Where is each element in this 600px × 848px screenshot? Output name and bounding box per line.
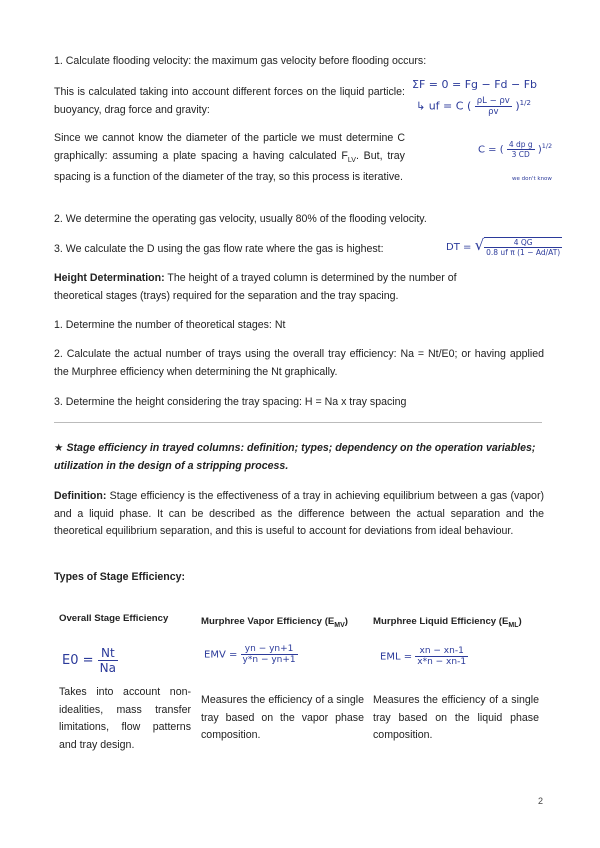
handwritten-column-diameter	[446, 236, 562, 257]
height-step-1: 1. Determine the number of theoretical stages: Nt	[54, 319, 286, 331]
uf-den: ρv	[488, 107, 499, 117]
column-vapor-title	[201, 616, 348, 629]
handwritten-note: we don't know	[512, 176, 552, 182]
col1-title-end: )	[344, 616, 348, 627]
overall-lhs: E0 =	[62, 653, 94, 668]
column-liquid-text: Measures the efficiency of a single tray based on the liquid phase composition.	[373, 694, 539, 741]
para2-text-a: Since we cannot know the diameter of the particle we must determine C graphically: assuming a plate spacing a having calculated F	[54, 132, 405, 162]
liquid-lhs: EML =	[380, 651, 413, 663]
uf-close: )	[515, 99, 520, 113]
formula-murphree-liquid	[380, 646, 468, 667]
section-title-text: Stage efficiency in trayed columns: definition; types; dependency on the operation variables; utilization in the design of a stripping process.	[54, 442, 536, 472]
c-exp: 1/2	[541, 142, 553, 151]
vapor-lhs: EMV =	[204, 649, 238, 661]
c-num: 4 dp g	[508, 140, 533, 149]
liquid-num: xn − xn-1	[415, 646, 468, 657]
col1-title: Murphree Vapor Efficiency (E	[201, 616, 335, 627]
paragraph-forces: This is calculated taking into account different forces on the liquid particle: buoyancy, drag force and gravity:	[54, 86, 405, 116]
definition-label: Definition:	[54, 490, 107, 502]
para2-text-b: . But, tray spacing is a function of the diameter of the tray, so this process is iterative.	[54, 149, 405, 184]
c-left: C = (	[478, 144, 504, 156]
height-step-3: 3. Determine the height considering the tray spacing: H = Na x tray spacing	[54, 396, 407, 408]
uf-fraction	[475, 96, 512, 117]
section-divider	[54, 422, 542, 423]
definition-text: Stage efficiency is the effectiveness of a tray in achieving equilibrium between a gas (vapor) and a liquid phase. It can be described as the difference between the actual separation and the theoretical equilibrium separation, and this is useful to account for deviations from ideal behaviour.	[54, 490, 544, 537]
step-1-flooding: 1. Calculate flooding velocity: the maximum gas velocity before flooding occurs:	[54, 55, 427, 67]
page-number: 2	[538, 796, 544, 806]
overall-fraction	[98, 646, 118, 675]
definition-paragraph	[54, 488, 544, 541]
vapor-den: y*n − yn+1	[242, 655, 296, 665]
dt-left: DT =	[446, 242, 472, 253]
sqrt-icon: √	[474, 236, 485, 254]
height-step-2: 2. Calculate the actual number of trays using the overall tray efficiency: Na = Nt/E0; or having applied the Murphree efficiency when determining the Nt graphically.	[54, 348, 544, 378]
col0-title: Overall Stage Efficiency	[59, 613, 169, 624]
col2-title: Murphree Liquid Efficiency (E	[373, 616, 509, 627]
section-title	[54, 440, 544, 475]
uf-exp: 1/2	[519, 98, 531, 107]
types-heading: Types of Stage Efficiency:	[54, 571, 186, 583]
step-2-operating-velocity: 2. We determine the operating gas velocity, usually 80% of the flooding velocity.	[54, 213, 427, 225]
para2-subscript: LV	[347, 156, 356, 164]
col1-title-sub: MV	[334, 621, 345, 629]
step-3-diameter: 3. We calculate the D using the gas flow rate where the gas is highest:	[54, 243, 384, 255]
col2-title-sub: ML	[508, 621, 519, 629]
liquid-den: x*n − xn-1	[417, 657, 467, 667]
overall-den: Na	[99, 661, 116, 675]
liquid-fraction	[415, 646, 468, 667]
uf-left: ↳ uf = C (	[416, 99, 472, 113]
overall-num: Nt	[98, 646, 118, 661]
paragraph-graphical-c	[54, 130, 405, 187]
c-den: 3 CD	[511, 150, 530, 159]
c-fraction	[507, 140, 535, 159]
vapor-num: yn − yn+1	[241, 644, 298, 655]
dt-num: 4 QG	[484, 238, 562, 248]
dt-fraction	[484, 237, 562, 257]
handwritten-flooding-velocity	[416, 96, 531, 117]
uf-num: ρL − ρv	[476, 96, 510, 106]
column-liquid-title	[373, 616, 522, 629]
dt-den: 0.8 uf π (1 − Ad/AT)	[486, 248, 561, 257]
star-icon: ★	[54, 442, 64, 454]
formula-murphree-vapor	[204, 644, 298, 665]
c-close: )	[537, 144, 542, 156]
handwritten-c-coefficient	[478, 140, 552, 159]
col2-title-end: )	[518, 616, 522, 627]
height-text: The height of a trayed column is determined by the number of theoretical stages (trays) required for the separation and the tray spacing.	[54, 272, 457, 302]
handwritten-force-balance: ΣF = 0 = Fg − Fd − Fb	[412, 78, 538, 91]
column-vapor-text: Measures the efficiency of a single tray based on the vapor phase composition.	[201, 694, 364, 741]
height-determination	[54, 270, 504, 305]
height-label: Height Determination:	[54, 272, 165, 284]
formula-overall	[62, 646, 118, 675]
vapor-fraction	[241, 644, 298, 665]
column-overall-title	[59, 613, 168, 624]
column-overall-text: Takes into account non-idealities, mass transfer limitations, flow patterns and tray design.	[59, 686, 191, 751]
